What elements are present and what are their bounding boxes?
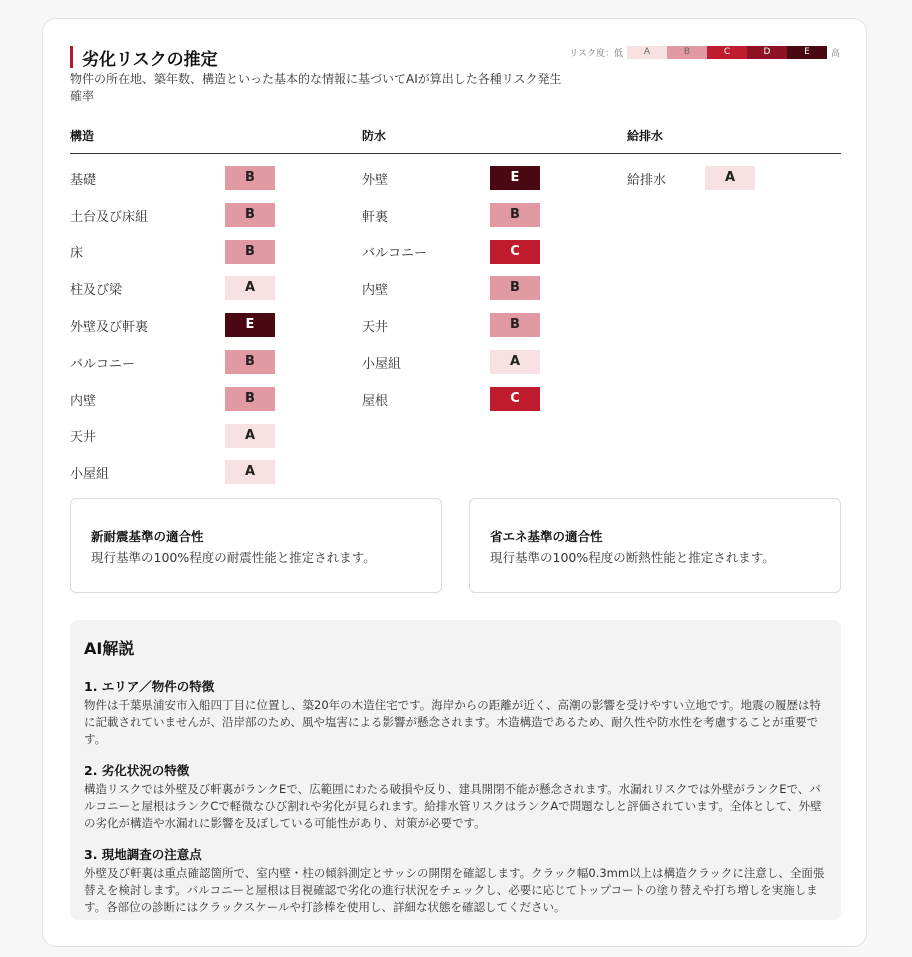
legend-grade-c: C — [707, 46, 747, 59]
risk-item-name: 内壁 — [362, 283, 389, 299]
ai-section-survey-notes — [84, 845, 827, 916]
risk-grade-badge: A — [225, 424, 275, 448]
legend-grade-e: E — [787, 46, 827, 59]
risk-row — [362, 197, 602, 234]
risk-grade-badge: B — [225, 203, 275, 227]
risk-row — [362, 344, 602, 381]
legend-high-label: 高 — [830, 49, 840, 59]
risk-grade-badge: B — [490, 276, 540, 300]
column-heading-structure: 構造 — [70, 129, 95, 143]
energy-compliance-box — [469, 498, 841, 593]
risk-row — [70, 381, 310, 418]
risk-grade-badge: B — [225, 350, 275, 374]
risk-grade-badge: A — [705, 166, 755, 190]
legend-grade-b: B — [667, 46, 707, 59]
risk-item-name: 天井 — [70, 430, 97, 446]
risk-item-name: 外壁 — [362, 172, 389, 188]
plumbing-risk-list — [627, 160, 827, 197]
waterproof-risk-list — [362, 160, 602, 418]
energy-title: 省エネ基準の適合性 — [490, 529, 603, 544]
risk-item-name: 屋根 — [362, 393, 389, 409]
ai-section-title: 2. 劣化状況の特徴 — [84, 763, 190, 778]
risk-row — [70, 307, 310, 344]
risk-row — [70, 197, 310, 234]
risk-item-name: 柱及び梁 — [70, 283, 123, 299]
page-subtitle: 物件の所在地、築年数、構造といった基本的な情報に基づいてAIが算出した各種リスク発生確率 — [70, 72, 562, 103]
risk-row — [70, 234, 310, 271]
risk-grade-badge: A — [490, 350, 540, 374]
ai-section-deterioration — [84, 761, 827, 832]
seismic-compliance-box — [70, 498, 442, 593]
risk-grade-badge: B — [225, 166, 275, 190]
risk-row — [70, 270, 310, 307]
risk-row — [70, 418, 310, 455]
risk-grade-badge: C — [490, 387, 540, 411]
risk-grade-badge: E — [225, 313, 275, 337]
risk-item-name: 給排水 — [627, 172, 667, 188]
legend-grade-d: D — [747, 46, 787, 59]
risk-item-name: 外壁及び軒裏 — [70, 320, 149, 336]
ai-commentary-title: AI解説 — [84, 639, 135, 658]
risk-row — [362, 160, 602, 197]
risk-grade-badge: B — [225, 240, 275, 264]
risk-grade-badge: C — [490, 240, 540, 264]
header-divider — [70, 153, 841, 154]
risk-row — [70, 160, 310, 197]
legend-grade-a: A — [627, 46, 667, 59]
risk-grade-badge: E — [490, 166, 540, 190]
risk-item-name: 基礎 — [70, 172, 97, 188]
risk-item-name: 内壁 — [70, 393, 97, 409]
structure-risk-list — [70, 160, 310, 491]
risk-row — [362, 234, 602, 271]
risk-grade-badge: A — [225, 276, 275, 300]
column-heading-plumbing: 給排水 — [627, 129, 664, 143]
risk-grade-badge: B — [225, 387, 275, 411]
risk-row — [362, 381, 602, 418]
title-accent-bar — [70, 46, 73, 68]
risk-row — [362, 307, 602, 344]
risk-item-name: バルコニー — [362, 246, 428, 262]
energy-text: 現行基準の100%程度の断熱性能と推定されます。 — [490, 550, 775, 565]
risk-grade-badge: B — [490, 313, 540, 337]
ai-commentary-panel — [70, 620, 841, 920]
risk-item-name: 天井 — [362, 320, 389, 336]
ai-section-text: 物件は千葉県浦安市入船四丁目に位置し、築20年の木造住宅です。海岸からの距離が近く、高潮の影響を受けやすい立地です。地震の履歴は特に記載されていませんが、沿岸部のため、風や塩害による影響が懸念されます。木造構造であるため、耐久性や防水性を考慮することが重要です。 — [84, 698, 822, 746]
ai-section-area — [84, 677, 827, 748]
risk-row — [362, 270, 602, 307]
risk-row — [70, 454, 310, 491]
risk-item-name: 小屋組 — [70, 467, 110, 483]
risk-item-name: 軒裏 — [362, 209, 389, 225]
risk-row — [70, 344, 310, 381]
risk-item-name: 土台及び床組 — [70, 209, 149, 225]
risk-legend — [569, 46, 840, 59]
risk-card — [42, 18, 867, 947]
risk-grade-badge: A — [225, 460, 275, 484]
risk-row — [627, 160, 827, 197]
risk-item-name: 床 — [70, 246, 84, 262]
seismic-text: 現行基準の100%程度の耐震性能と推定されます。 — [91, 550, 376, 565]
page-title: 劣化リスクの推定 — [82, 50, 218, 70]
risk-item-name: バルコニー — [70, 356, 136, 372]
column-heading-waterproof: 防水 — [362, 129, 387, 143]
legend-low-label: リスク度：低 — [569, 49, 623, 59]
ai-section-title: 3. 現地調査の注意点 — [84, 847, 202, 862]
seismic-title: 新耐震基準の適合性 — [91, 529, 204, 544]
risk-grade-badge: B — [490, 203, 540, 227]
ai-section-text: 構造リスクでは外壁及び軒裏がランクEで、広範囲にわたる破損や反り、建具開閉不能が懸念されます。水漏れリスクでは外壁がランクEで、バルコニーと屋根はランクCで軽微なひび割れや劣化が見られます。給排水管リスクはランクAで問題なしと評価されています。全体として、外壁の劣化が構造や水漏れに影響を及ぼしている可能性があり、対策が必要です。 — [84, 782, 822, 830]
ai-section-title: 1. エリア／物件の特徴 — [84, 679, 215, 694]
risk-item-name: 小屋組 — [362, 356, 402, 372]
ai-section-text: 外壁及び軒裏は重点確認箇所で、室内壁・柱の傾斜測定とサッシの開閉を確認します。クラック幅0.3mm以上は構造クラックに注意し、全面張替えを検討します。バルコニーと屋根は目視確認で劣化の進行状況をチェックし、必要に応じてトップコートの塗り替えや打ち増しを実施します。各部位の診断にはクラックスケールや打診棒を使用し、詳細な状態を確認してください。 — [84, 866, 825, 914]
